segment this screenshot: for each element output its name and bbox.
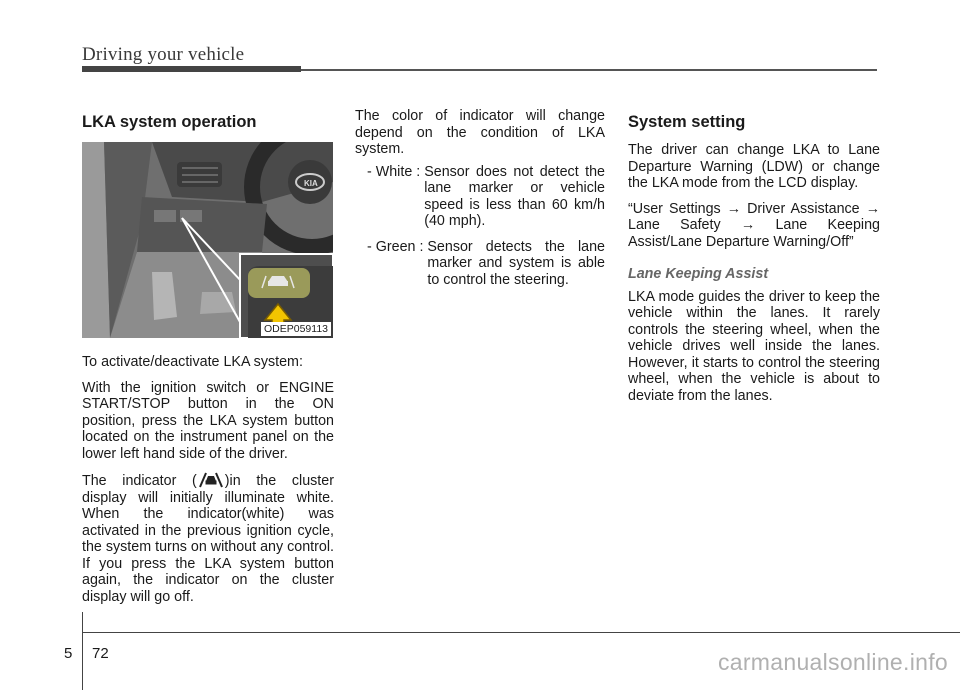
activate-instruction: To activate/deactivate LKA system:	[82, 354, 303, 370]
indicator-green-item	[355, 239, 605, 289]
setting-paragraph: The driver can change LKA to Lane Departure Warning (LDW) or change the LKA mode from the LCD display.	[628, 142, 880, 191]
column-right	[628, 108, 880, 413]
indicator-text-before: The indicator (	[82, 473, 197, 489]
footer-rule-vertical	[82, 612, 83, 690]
subheading-lane-keeping-assist: Lane Keeping Assist	[628, 266, 769, 282]
column-left	[82, 108, 334, 614]
indicator-paragraph	[82, 471, 334, 605]
indicator-white-item	[355, 164, 605, 230]
indicator-text-after: )in the cluster display will initially illuminate white. When the indicator(white) was activated in the previous ignition cycle, the system turns on without any control. If you press the LKA system button again, the indicator on the cluster display will go off.	[82, 473, 334, 605]
footer-rule-horizontal	[82, 632, 960, 633]
lka-indicator-icon	[197, 471, 225, 488]
dashboard-figure	[82, 142, 333, 338]
header-rule-thick	[82, 66, 301, 72]
section-heading-system-setting: System setting	[628, 113, 746, 131]
watermark: carmanualsonline.info	[717, 649, 948, 675]
indicator-white-text: Sensor does not detect the lane marker or vehicle speed is less than 60 km/h (40 mph).	[424, 163, 605, 229]
menu-path-paragraph: “User Settings → Driver Assistance → Lane Safety → Lane Keeping Assist/Lane Departure Warning/Off”	[628, 200, 880, 250]
ignition-paragraph: With the ignition switch or ENGINE START/STOP button in the ON position, press the LKA system button located on the instrument panel on the lower left hand side of the driver.	[82, 379, 334, 462]
page-header-title: Driving your vehicle	[82, 44, 245, 65]
indicator-white-label: - White :	[367, 163, 425, 180]
figure-caption: ODEP059113	[261, 322, 331, 336]
indicator-green-label: - Green :	[367, 238, 428, 255]
section-heading-lka-operation: LKA system operation	[82, 113, 257, 131]
header-rule-thin	[301, 69, 877, 71]
column-middle	[355, 108, 605, 297]
lka-mode-paragraph: LKA mode guides the driver to keep the vehicle within the lanes. It rarely controls the steering wheel, when the vehicle drives well inside the lanes. However, it starts to control the steering wheel, when the vehicle is about to deviate from the lanes.	[628, 288, 880, 404]
svg-text:KIA: KIA	[304, 179, 318, 188]
indicator-green-text: Sensor detects the lane marker and system is able to control the steering.	[427, 238, 605, 288]
chapter-number: 5	[64, 645, 73, 662]
color-change-paragraph: The color of indicator will change depend on the condition of LKA system.	[355, 108, 605, 157]
page-number: 72	[92, 645, 109, 662]
dashboard-illustration	[82, 142, 333, 338]
